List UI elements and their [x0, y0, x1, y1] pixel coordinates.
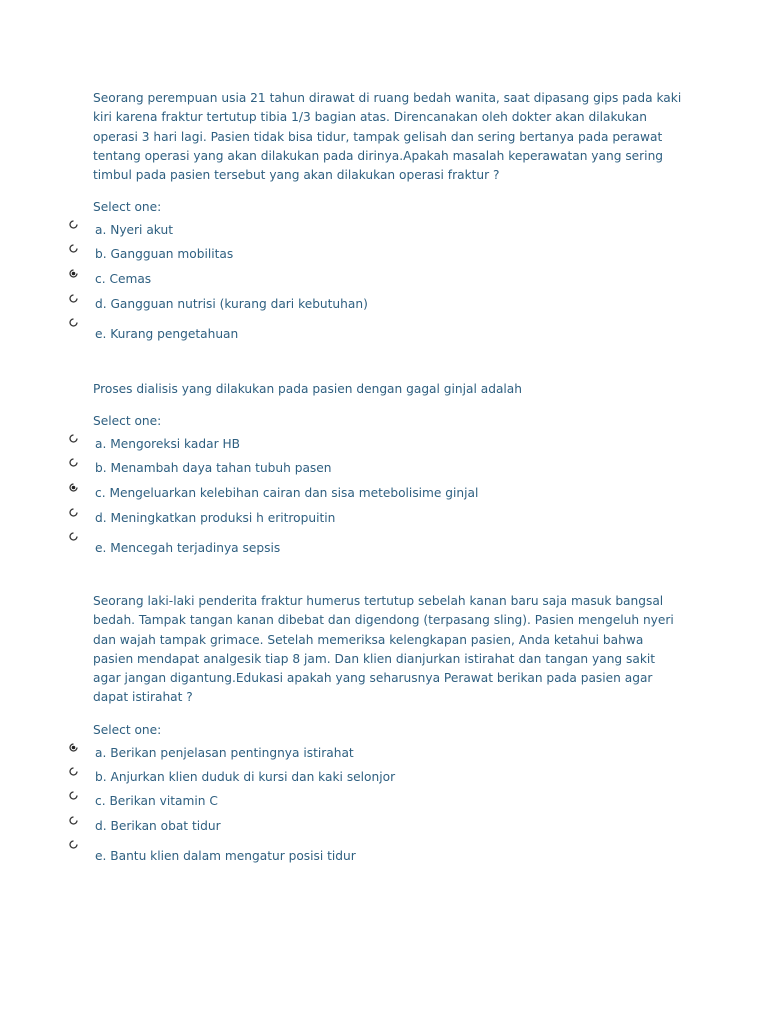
option-c[interactable] — [69, 483, 669, 505]
radio-checked-icon[interactable] — [69, 269, 78, 278]
radio-unchecked-icon[interactable] — [69, 816, 78, 825]
question-text: Seorang laki-laki penderita fraktur humerus tertutup sebelah kanan baru saja masuk bangsal bedah. Tampak tangan kanan dibebat dan digendong (terpasang sling). Pasien mengeluh nyeri dan wajah tampak grimace. Setelah memeriksa kelengkapan pasien, Anda ketahui bahwa pasien mendapat analgesik tiap 8 jam. Dan klien dianjurkan istirahat dan tangan yang sakit agar jangan digantung.Edukasi apakah yang seharusnya Perawat berikan pada pasien agar dapat istirahat ? — [93, 594, 674, 705]
option-d[interactable] — [69, 294, 669, 316]
option-label: a. Berikan penjelasan pentingnya istirahat — [95, 746, 354, 760]
option-label: d. Berikan obat tidur — [95, 819, 221, 833]
option-label: b. Menambah daya tahan tubuh pasen — [95, 461, 332, 475]
question-text: Seorang perempuan usia 21 tahun dirawat di ruang bedah wanita, saat dipasang gips pada kaki kiri karena fraktur tertutup tibia 1/3 bagian atas. Direncanakan oleh dokter akan dilakukan operasi 3 hari lagi. Pasien tidak bisa tidur, tampak gelisah dan sering bertanya pada perawat tentang operasi yang akan dilakukan pada dirinya.Apakah masalah keperawatan yang sering timbul pada pasien tersebut yang akan dilakukan operasi fraktur ? — [93, 91, 682, 183]
option-label: e. Kurang pengetahuan — [95, 327, 239, 341]
option-label: e. Mencegah terjadinya sepsis — [95, 541, 281, 555]
radio-checked-icon[interactable] — [69, 743, 78, 752]
radio-unchecked-icon[interactable] — [69, 767, 78, 776]
radio-unchecked-icon[interactable] — [69, 840, 78, 849]
option-b[interactable] — [69, 767, 669, 789]
option-d[interactable] — [69, 816, 669, 838]
radio-unchecked-icon[interactable] — [69, 244, 78, 253]
option-label: b. Gangguan mobilitas — [95, 247, 234, 261]
option-label: c. Mengeluarkan kelebihan cairan dan sisa metebolisime ginjal — [95, 486, 479, 500]
radio-unchecked-icon[interactable] — [69, 791, 78, 800]
option-b[interactable] — [69, 244, 669, 266]
option-d[interactable] — [69, 508, 669, 530]
radio-unchecked-icon[interactable] — [69, 220, 78, 229]
option-e[interactable] — [69, 532, 669, 554]
option-label: c. Cemas — [95, 272, 152, 286]
select-one-label: Select one: — [93, 723, 162, 737]
option-label: e. Bantu klien dalam mengatur posisi tidur — [95, 849, 356, 863]
option-c[interactable] — [69, 269, 669, 291]
radio-unchecked-icon[interactable] — [69, 508, 78, 517]
radio-checked-icon[interactable] — [69, 483, 78, 492]
option-a[interactable] — [69, 743, 669, 765]
option-label: b. Anjurkan klien duduk di kursi dan kaki selonjor — [95, 770, 396, 784]
option-a[interactable] — [69, 434, 669, 456]
option-e[interactable] — [69, 318, 669, 340]
option-b[interactable] — [69, 458, 669, 480]
option-label: c. Berikan vitamin C — [95, 794, 218, 808]
radio-unchecked-icon[interactable] — [69, 458, 78, 467]
question-1 — [93, 89, 683, 341]
question-2 — [93, 380, 683, 555]
option-label: a. Mengoreksi kadar HB — [95, 437, 240, 451]
option-label: d. Meningkatkan produksi h eritropuitin — [95, 511, 336, 525]
option-label: d. Gangguan nutrisi (kurang dari kebutuhan) — [95, 297, 368, 311]
option-label: a. Nyeri akut — [95, 223, 173, 237]
option-a[interactable] — [69, 220, 669, 242]
select-one-label: Select one: — [93, 414, 162, 428]
radio-unchecked-icon[interactable] — [69, 294, 78, 303]
question-text: Proses dialisis yang dilakukan pada pasien dengan gagal ginjal adalah — [93, 382, 523, 396]
radio-unchecked-icon[interactable] — [69, 318, 78, 327]
option-e[interactable] — [69, 840, 669, 862]
radio-unchecked-icon[interactable] — [69, 434, 78, 443]
option-c[interactable] — [69, 791, 669, 813]
radio-unchecked-icon[interactable] — [69, 532, 78, 541]
select-one-label: Select one: — [93, 200, 162, 214]
question-3 — [93, 592, 683, 863]
